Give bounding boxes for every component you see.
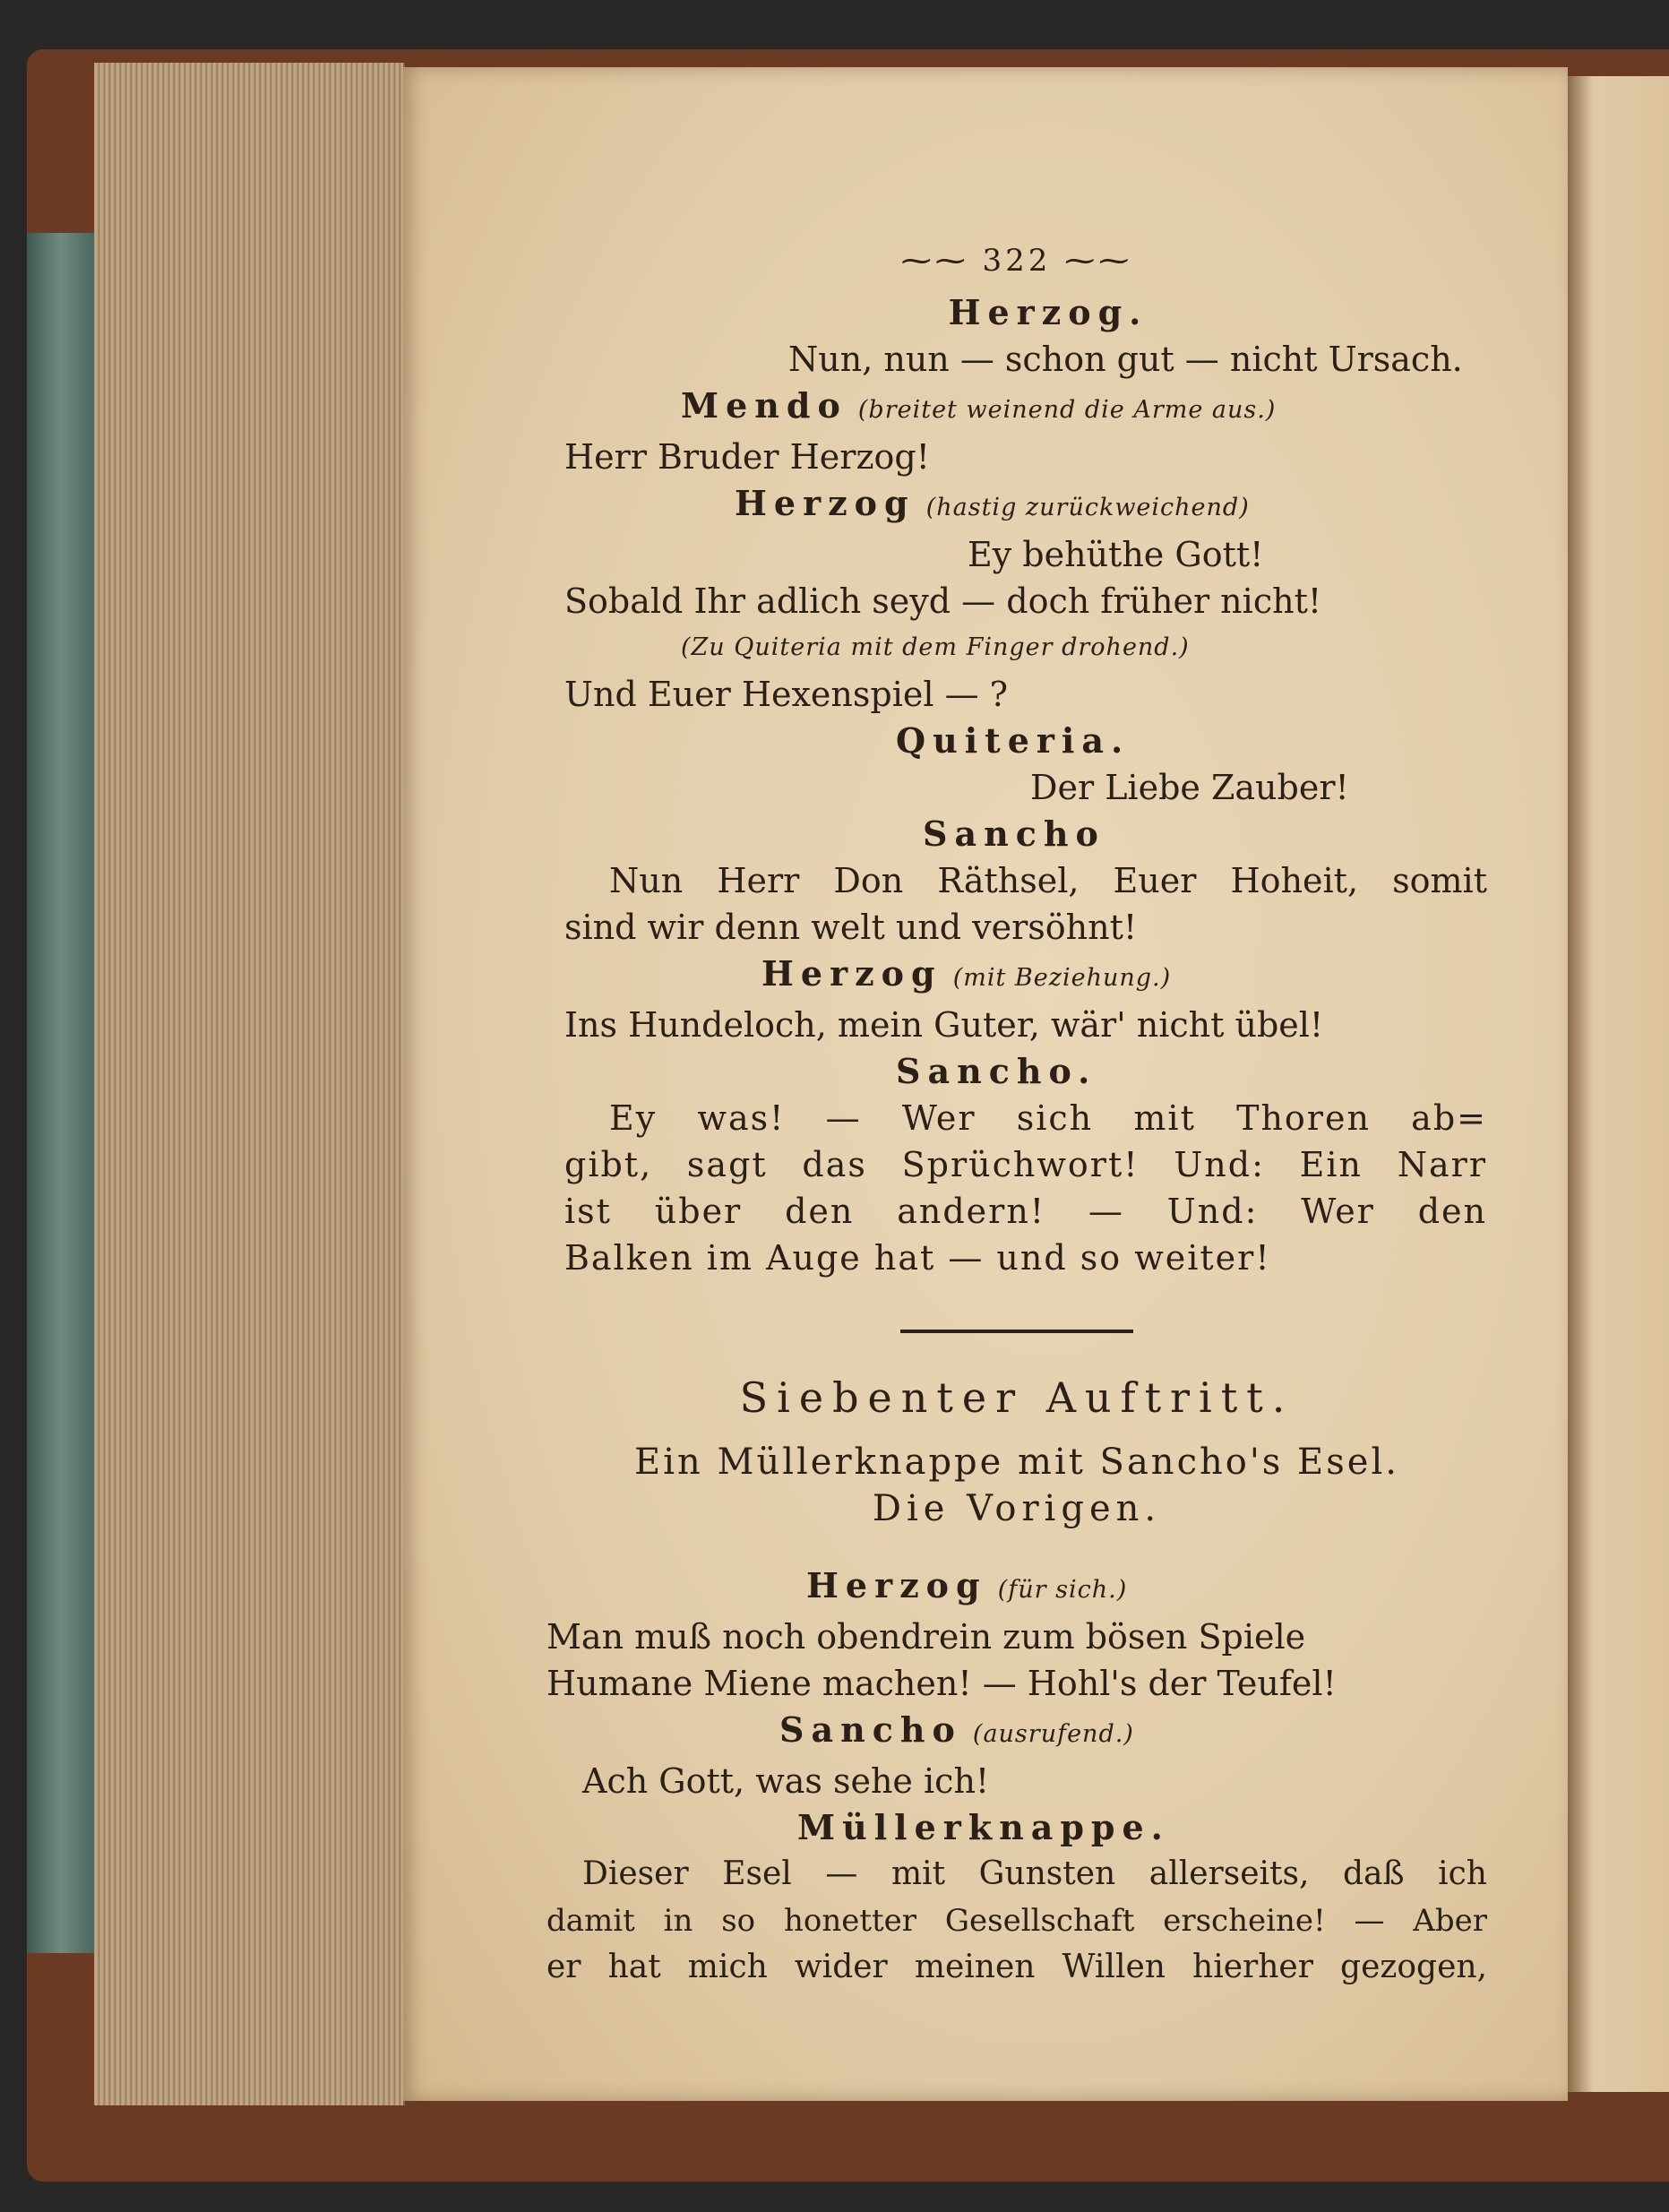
dialogue-line: damit in so honetter Gesellschaft erscheine! — Aber (546, 1903, 1487, 1939)
dialogue-line: Balken im Auge hat — und so weiter! (564, 1238, 1271, 1278)
dialogue-line: Der Liebe Zauber! (1030, 768, 1349, 807)
stage-direction: (breitet weinend die Arme aus.) (857, 396, 1277, 424)
marbled-cover-edge (27, 233, 94, 1953)
page-number-header (546, 237, 1487, 284)
folio-ornament-left: ⁓⁓ (900, 243, 969, 279)
speaker-line (546, 383, 1487, 434)
stage-direction: (hastig zurückweichend) (925, 494, 1250, 521)
speaker-mendo: Mendo (681, 385, 847, 426)
speaker-sancho: Sancho (923, 813, 1105, 854)
page-edges (94, 63, 405, 2105)
scene-characters: Ein Müllerknappe mit Sancho's Esel. (634, 1442, 1399, 1483)
speaker-line (546, 951, 1487, 1002)
speaker-herzog: Herzog (735, 483, 916, 523)
section-divider (900, 1330, 1133, 1333)
dialogue-line: Ey was! — Wer sich mit Thoren ab= (609, 1098, 1487, 1138)
dialogue-line: Humane Miene machen! — Hohl's der Teufel! (546, 1664, 1337, 1703)
dialogue-line: Herr Bruder Herzog! (564, 437, 930, 477)
stage-direction: (ausrufend.) (972, 1720, 1134, 1748)
speaker-quiteria: Quiteria. (896, 720, 1131, 761)
dialogue-line: Ach Gott, was sehe ich! (582, 1761, 990, 1801)
stage-direction: (mit Beziehung.) (952, 964, 1172, 992)
stage-direction: (Zu Quiteria mit dem Finger drohend.) (681, 633, 1190, 661)
speaker-line (546, 1707, 1487, 1758)
dialogue-line: er hat mich wider meinen Willen hierher gezogen, (546, 1949, 1487, 1985)
facing-page-edge (1568, 76, 1669, 2092)
dialogue-line: Ey behüthe Gott! (968, 535, 1264, 574)
dialogue-line: Nun, nun — schon gut — nicht Ursach. (788, 340, 1463, 379)
scene-previous-characters: Die Vorigen. (872, 1488, 1162, 1529)
dialogue-line: Sobald Ihr adlich seyd — doch früher nicht! (564, 581, 1322, 621)
speaker-muellerknappe: Müllerknappe. (797, 1807, 1170, 1847)
dialogue-line: Und Euer Hexenspiel — ? (564, 675, 1009, 714)
scene-title: Siebenter Auftritt. (739, 1373, 1295, 1422)
dialogue-line: Man muß noch obendrein zum bösen Spiele (546, 1617, 1306, 1657)
speaker-herzog: Herzog. (948, 292, 1149, 332)
dialogue-line: sind wir denn welt und versöhnt! (564, 908, 1138, 947)
speaker-line (546, 480, 1487, 531)
dialogue-line: Dieser Esel — mit Gunsten allerseits, daß ich (582, 1855, 1487, 1892)
speaker-herzog: Herzog (806, 1565, 987, 1605)
speaker-sancho: Sancho (779, 1709, 962, 1750)
folio-ornament-right: ⁓⁓ (1064, 243, 1133, 279)
dialogue-line: Nun Herr Don Räthsel, Euer Hoheit, somit (609, 861, 1487, 900)
speaker-sancho: Sancho. (896, 1051, 1097, 1091)
dialogue-line: Ins Hundeloch, mein Guter, wär' nicht übel! (564, 1005, 1324, 1045)
speaker-herzog: Herzog (761, 953, 942, 994)
speaker-line (546, 1562, 1487, 1614)
dialogue-line: ist über den andern! — Und: Wer den (564, 1192, 1487, 1231)
stage-direction: (für sich.) (997, 1576, 1128, 1604)
page-text (546, 237, 1487, 1991)
dialogue-line: gibt, sagt das Sprüchwort! Und: Ein Narr (564, 1145, 1487, 1184)
page-number: 322 (982, 243, 1052, 279)
